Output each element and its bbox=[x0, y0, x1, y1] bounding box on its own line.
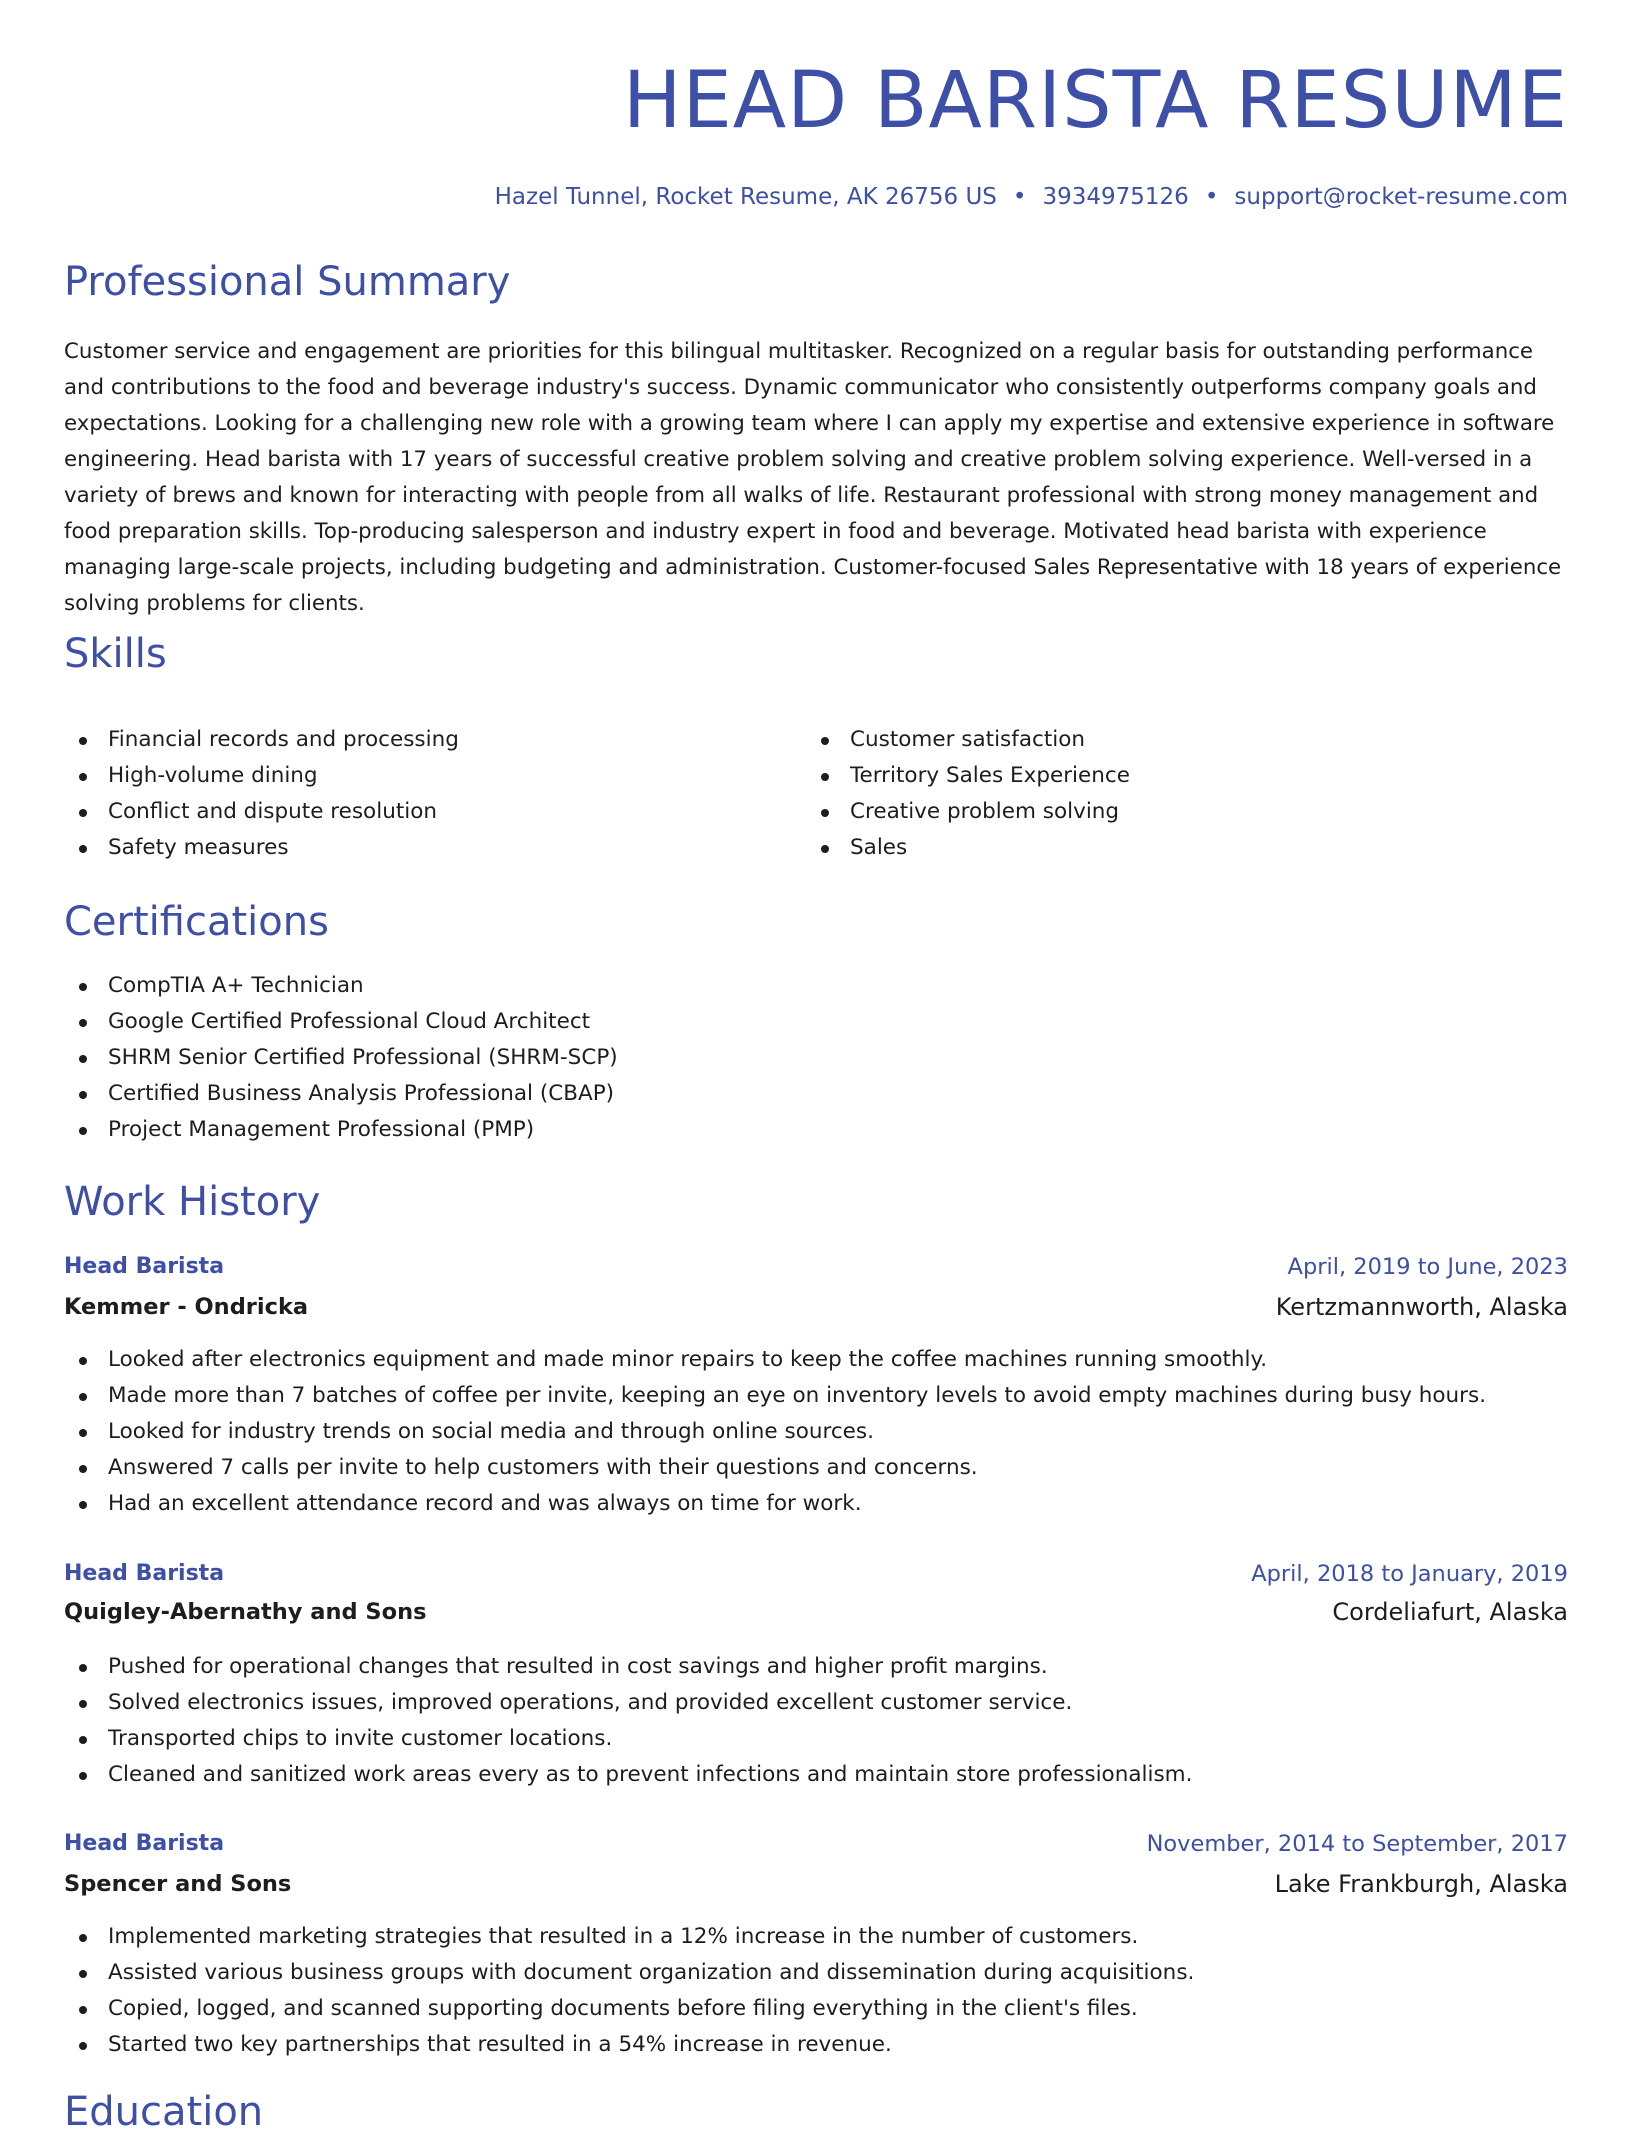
resume-title: HEAD BARISTA RESUME bbox=[622, 56, 1568, 146]
contact-email[interactable]: support@rocket-resume.com bbox=[1234, 184, 1568, 210]
certifications-heading: Certifications bbox=[64, 899, 329, 945]
job-bullet-list bbox=[64, 1919, 1568, 2063]
job-bullet: Transported chips to invite customer locations. bbox=[64, 1721, 1568, 1757]
certifications-list bbox=[64, 968, 1568, 1148]
job-bullet: Looked for industry trends on social media and through online sources. bbox=[64, 1414, 1568, 1450]
job-bullet: Started two key partnerships that resulted in a 54% increase in revenue. bbox=[64, 2027, 1568, 2063]
skills-list-right bbox=[806, 722, 1506, 866]
job-location: Cordeliafurt, Alaska bbox=[1332, 1598, 1568, 1626]
certification-item: SHRM Senior Certified Professional (SHRM-SCP) bbox=[64, 1040, 1568, 1076]
job-location: Kertzmannworth, Alaska bbox=[1275, 1293, 1568, 1321]
work-history-heading: Work History bbox=[64, 1179, 321, 1225]
education-heading: Education bbox=[64, 2089, 264, 2135]
job-bullet: Pushed for operational changes that resulted in cost savings and higher profit margins. bbox=[64, 1649, 1568, 1685]
skills-list-left bbox=[64, 722, 764, 866]
job-company: Quigley-Abernathy and Sons bbox=[64, 1599, 427, 1625]
job-bullet: Copied, logged, and scanned supporting documents before filing everything in the client's files. bbox=[64, 1991, 1568, 2027]
contact-address: Hazel Tunnel, Rocket Resume, AK 26756 US bbox=[494, 184, 997, 210]
skill-item: Safety measures bbox=[64, 830, 764, 866]
certification-item: Project Management Professional (PMP) bbox=[64, 1112, 1568, 1148]
summary-heading: Professional Summary bbox=[64, 259, 511, 305]
skill-item: Customer satisfaction bbox=[806, 722, 1506, 758]
job-bullet: Assisted various business groups with document organization and dissemination during acquisitions. bbox=[64, 1955, 1568, 1991]
job-location: Lake Frankburgh, Alaska bbox=[1274, 1870, 1568, 1898]
job-bullet: Looked after electronics equipment and made minor repairs to keep the coffee machines running smoothly. bbox=[64, 1342, 1568, 1378]
job-bullet: Cleaned and sanitized work areas every as to prevent infections and maintain store professionalism. bbox=[64, 1757, 1568, 1793]
job-bullet-list bbox=[64, 1649, 1568, 1793]
job-bullet: Had an excellent attendance record and was always on time for work. bbox=[64, 1486, 1568, 1522]
contact-phone: 3934975126 bbox=[1042, 184, 1189, 210]
skill-item: Territory Sales Experience bbox=[806, 758, 1506, 794]
job-title: Head Barista bbox=[64, 1831, 225, 1856]
certification-item: CompTIA A+ Technician bbox=[64, 968, 1568, 1004]
skill-item: Sales bbox=[806, 830, 1506, 866]
skill-item: High-volume dining bbox=[64, 758, 764, 794]
certification-item: Certified Business Analysis Professional (CBAP) bbox=[64, 1076, 1568, 1112]
job-title: Head Barista bbox=[64, 1561, 225, 1586]
job-bullet: Solved electronics issues, improved operations, and provided excellent customer service. bbox=[64, 1685, 1568, 1721]
job-company: Kemmer - Ondricka bbox=[64, 1294, 309, 1320]
job-dates: April, 2018 to January, 2019 bbox=[1251, 1561, 1568, 1587]
job-dates: April, 2019 to June, 2023 bbox=[1287, 1254, 1568, 1280]
job-title: Head Barista bbox=[64, 1254, 225, 1279]
skills-heading: Skills bbox=[64, 631, 167, 677]
summary-text: Customer service and engagement are priorities for this bilingual multitasker. Recognized on a regular basis for outstanding performance and contributions to the food and beverage industry's success. Dynamic communicator who consistently outperforms company goals and expectations. Looking for a challenging new role with a growing team where I can apply my expertise and extensive experience in software engineering. Head barista with 17 years of successful creative problem solving and creative problem solving experience. Well-versed in a variety of brews and known for interacting with people from all walks of life. Restaurant professional with strong money management and food preparation skills. Top-producing salesperson and industry expert in food and beverage. Motivated head barista with experience managing large-scale projects, including budgeting and administration. Customer-focused Sales Representative with 18 years of experience solving problems for clients. bbox=[64, 339, 1562, 616]
job-bullet: Made more than 7 batches of coffee per invite, keeping an eye on inventory levels to avoid empty machines during busy hours. bbox=[64, 1378, 1568, 1414]
job-bullet-list bbox=[64, 1342, 1568, 1522]
skill-item: Financial records and processing bbox=[64, 722, 764, 758]
job-dates: November, 2014 to September, 2017 bbox=[1146, 1831, 1568, 1857]
job-bullet: Implemented marketing strategies that resulted in a 12% increase in the number of customers. bbox=[64, 1919, 1568, 1955]
job-bullet: Answered 7 calls per invite to help customers with their questions and concerns. bbox=[64, 1450, 1568, 1486]
contact-separator: • bbox=[1204, 184, 1219, 210]
contact-line bbox=[495, 180, 1568, 214]
contact-separator: • bbox=[1012, 184, 1027, 210]
certification-item: Google Certified Professional Cloud Architect bbox=[64, 1004, 1568, 1040]
skill-item: Creative problem solving bbox=[806, 794, 1506, 830]
skill-item: Conflict and dispute resolution bbox=[64, 794, 764, 830]
job-company: Spencer and Sons bbox=[64, 1871, 292, 1897]
